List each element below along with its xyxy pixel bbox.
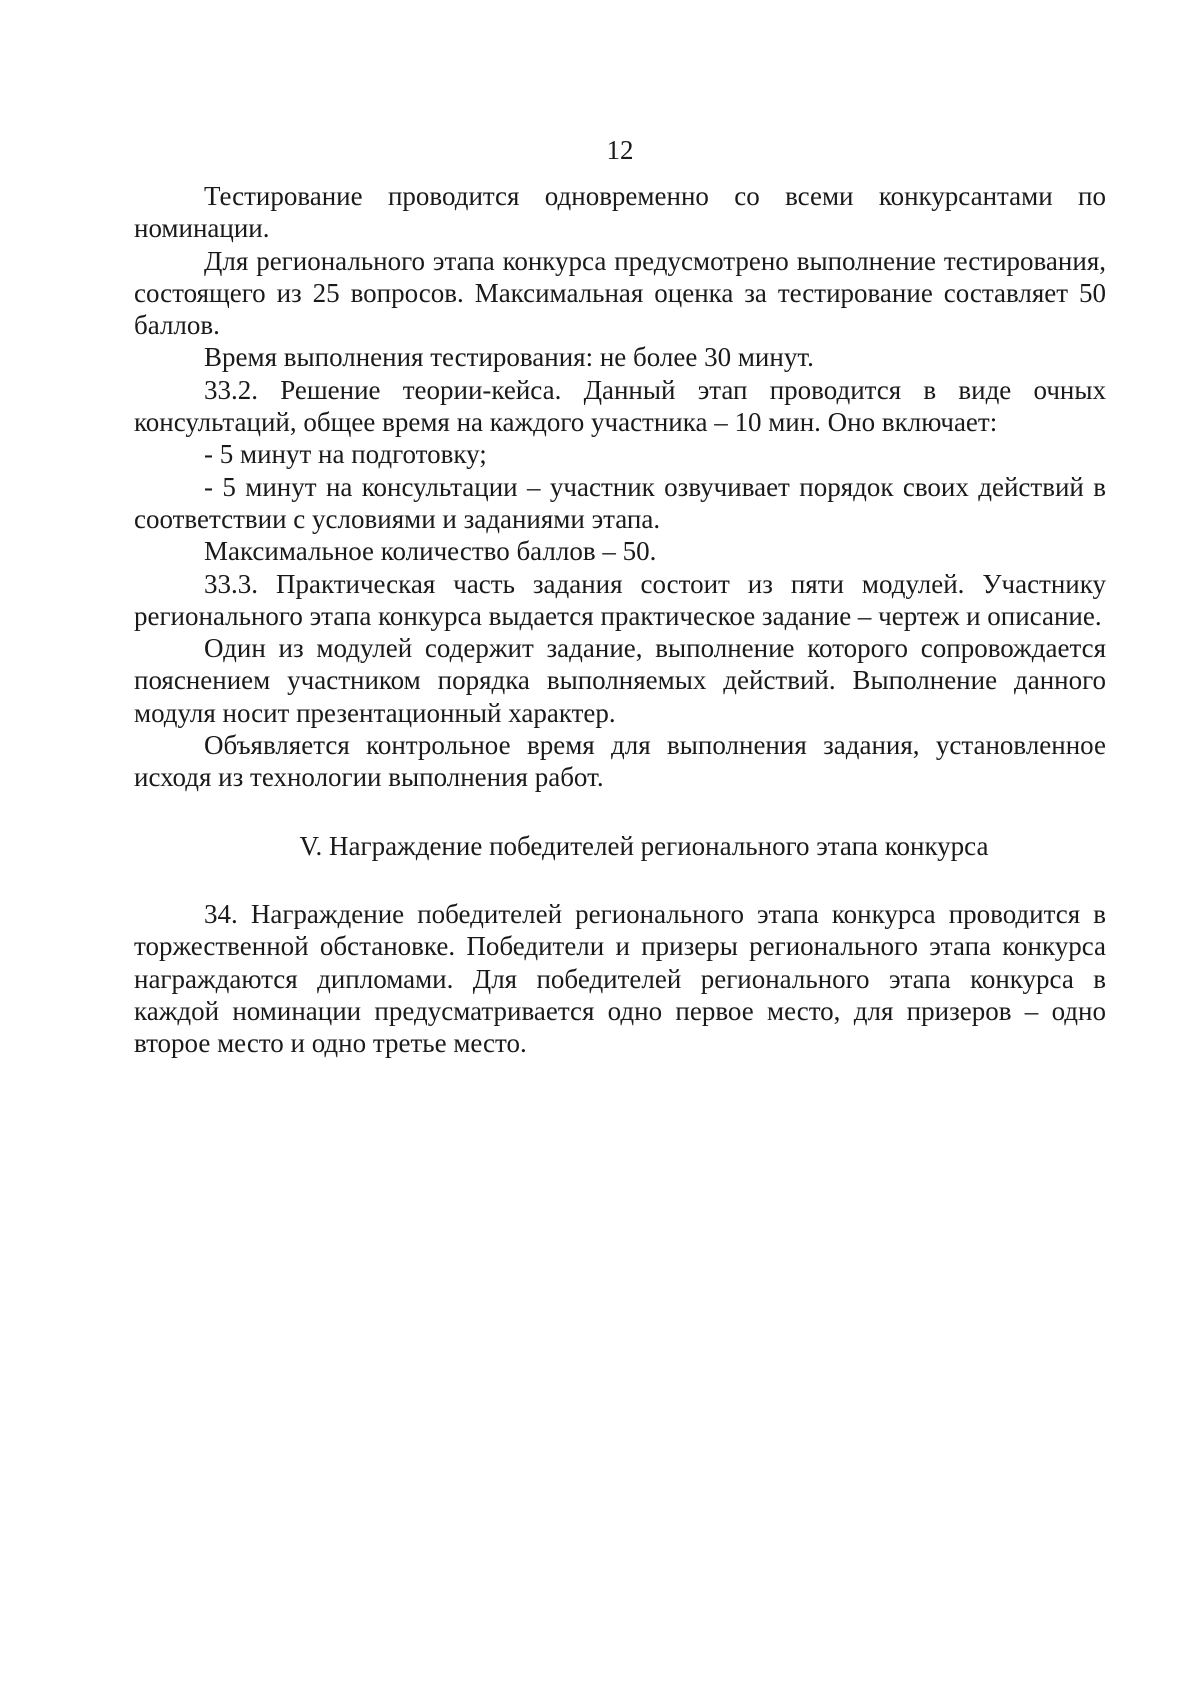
paragraph-case-max-score: Максимальное количество баллов – 50. — [204, 536, 657, 567]
paragraph-testing-simultaneous: Тестирование проводится одновременно со всеми конкурсантами по номинации. — [134, 181, 1106, 244]
section-heading: V. Награждение победителей регионального этапа конкурса — [299, 830, 989, 861]
paragraph-practical-part: 33.3. Практическая часть задания состоит из пяти модулей. Участнику регионального этапа конкурса выдается практическое задание – чертеж и описание. — [134, 568, 1106, 631]
paragraph-testing-questions: Для регионального этапа конкурса предусмотрено выполнение тестирования, состоящего из 25 вопросов. Максимальная оценка за тестирование составляет 50 баллов. — [134, 245, 1106, 341]
paragraph-awarding: 34. Награждение победителей регионального этапа конкурса проводится в торжественной обстановке. Победители и призеры регионального этапа конкурса награждаются дипломами. Для победителей регионального этапа конкурса в каждой номинации предусматривается одно первое место, для призеров – одно второе место и одно третье место. — [134, 898, 1106, 1059]
page-number: 12 — [606, 135, 634, 165]
paragraph-testing-time: Время выполнения тестирования: не более 30 минут. — [204, 342, 814, 373]
paragraph-case-consultation: - 5 минут на консультации – участник озвучивает порядок своих действий в соответствии с условиями и заданиями этапа. — [134, 471, 1106, 534]
paragraph-case-preparation: - 5 минут на подготовку; — [204, 439, 487, 470]
paragraph-case-theory: 33.2. Решение теории-кейса. Данный этап проводится в виде очных консультаций, общее время на каждого участника – 10 мин. Оно включает: — [134, 374, 1106, 438]
paragraph-control-time: Объявляется контрольное время для выполнения задания, установленное исходя из технологии выполнения работ. — [134, 730, 1106, 793]
paragraph-presentation-module: Один из модулей содержит задание, выполнение которого сопровождается пояснением участником порядка выполняемых действий. Выполнение данного модуля носит презентационный характер. — [134, 633, 1106, 728]
document-body — [134, 180, 1106, 1059]
